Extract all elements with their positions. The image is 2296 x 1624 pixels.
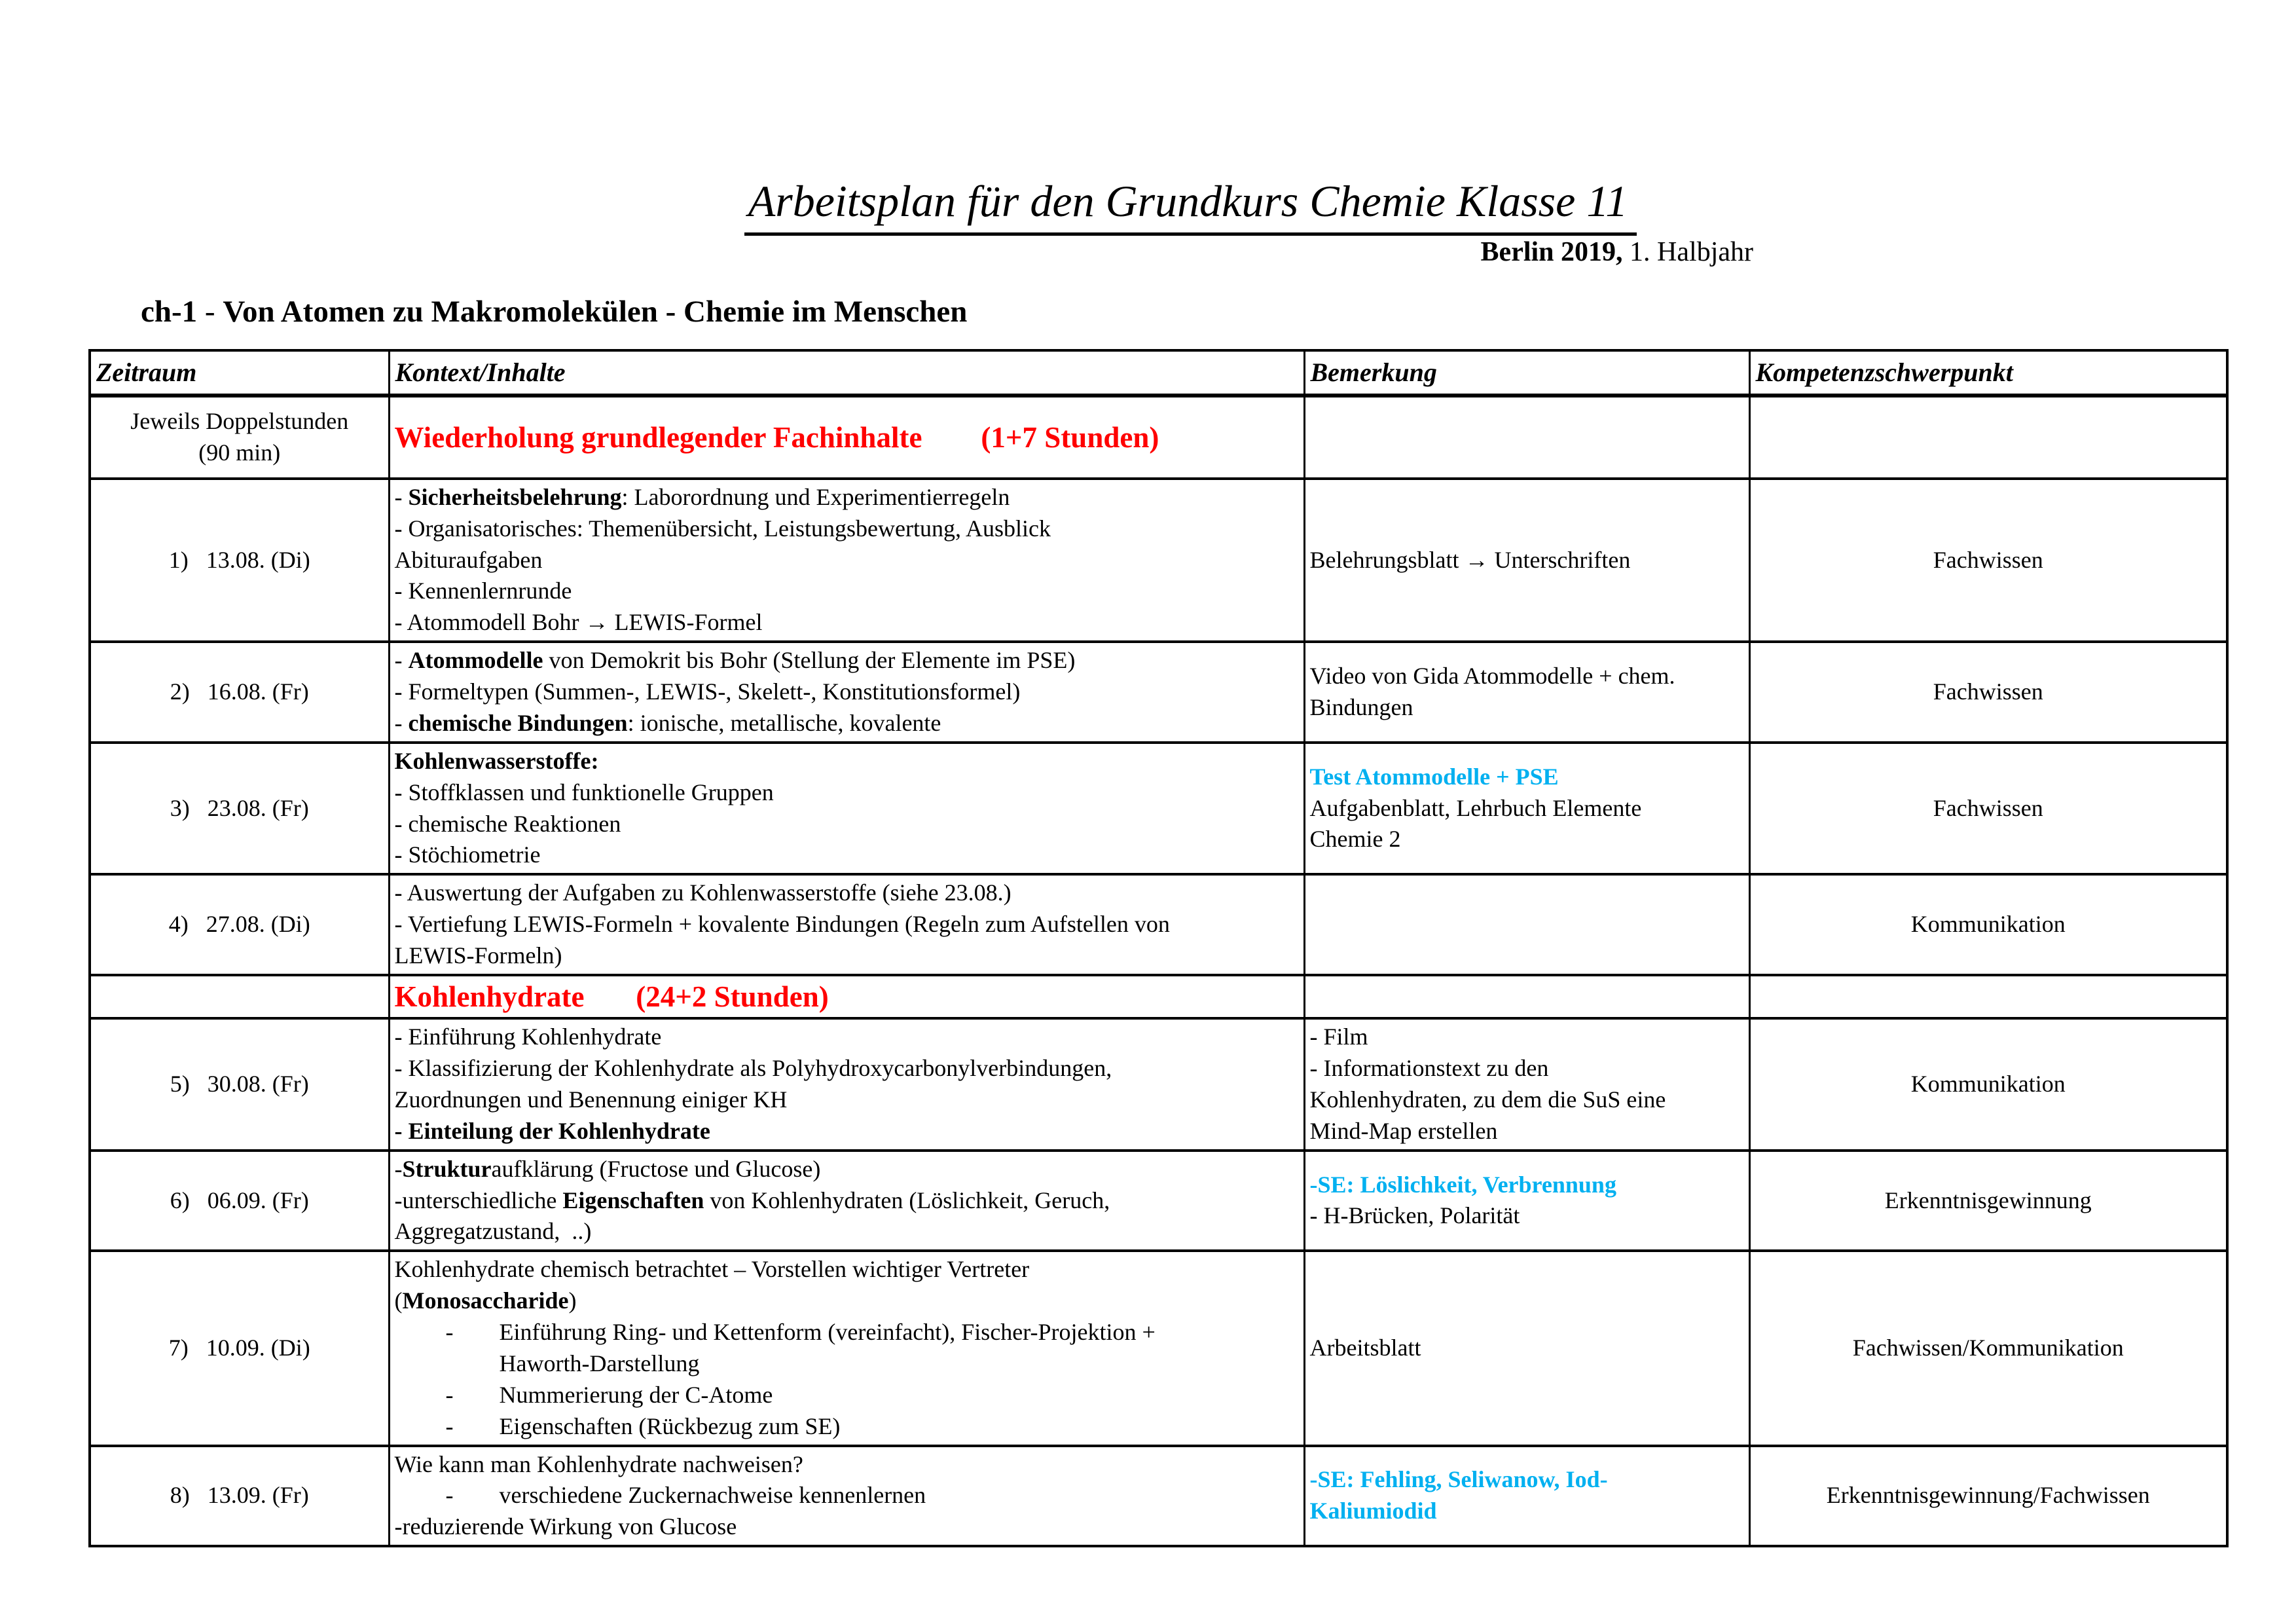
kontext-cell	[389, 396, 1304, 479]
text-line	[395, 877, 1299, 909]
text-segment: aufklärung (Fructose und Glucose)	[491, 1155, 821, 1182]
text-segment: Kohlenhydraten, zu dem die SuS eine	[1309, 1086, 1666, 1113]
text-segment: Chemie 2	[1309, 826, 1401, 853]
text-segment: - Atommodell Bohr	[394, 609, 585, 636]
text-line	[1310, 1022, 1743, 1053]
column-header-bemerkung: Bemerkung	[1304, 350, 1749, 396]
text-segment: Abituraufgaben	[394, 546, 543, 573]
text-line	[1310, 661, 1743, 692]
text-segment: chemische Bindungen	[408, 709, 628, 736]
table-row	[90, 1151, 2227, 1251]
dash-marker: -	[445, 1412, 454, 1439]
bemerkung-cell	[1304, 479, 1749, 642]
text-segment: - Einführung Kohlenhydrate	[394, 1024, 662, 1050]
text-line	[1310, 762, 1743, 793]
text-line	[395, 1022, 1299, 1053]
kontext-cell	[389, 975, 1304, 1018]
text-segment: -SE: Fehling, Seliwanow, Iod-	[1309, 1466, 1608, 1493]
text-segment: Eigenschaften (Rückbezug zum SE)	[499, 1412, 841, 1439]
text-segment: Arbeitsblatt	[1309, 1334, 1421, 1361]
text-line	[395, 1480, 1299, 1511]
text-segment: -unterschiedliche	[394, 1187, 563, 1213]
text-segment: Kohlenhydrate chemisch betrachtet – Vorstellen wichtiger Vertreter	[394, 1256, 1030, 1283]
text-line	[395, 1116, 1299, 1147]
bemerkung-cell	[1304, 396, 1749, 479]
unit-title: Von Atomen zu Makromolekülen - Chemie im Menschen	[223, 294, 968, 329]
text-segment: : ionische, metallische, kovalente	[627, 709, 941, 736]
kompetenz-cell	[1749, 396, 2227, 479]
dash-marker: -	[445, 1319, 454, 1346]
text-segment: Kohlenhydrate (24+2 Stunden)	[394, 980, 829, 1013]
zeitraum-line: 2) 16.08. (Fr)	[170, 678, 309, 705]
kontext-cell	[389, 743, 1304, 875]
bemerkung-cell	[1304, 1151, 1749, 1251]
text-line	[395, 645, 1299, 676]
text-segment: - H-Brücken, Polarität	[1309, 1202, 1520, 1229]
section-heading-line	[395, 978, 1299, 1015]
document-title	[0, 0, 2296, 226]
text-line	[395, 777, 1299, 809]
text-segment: - Stoffklassen und funktionelle Gruppen	[394, 779, 774, 805]
text-segment: -	[394, 709, 409, 736]
text-segment: - Formeltypen (Summen-, LEWIS-, Skelett-, Konstitutionsformel)	[394, 678, 1021, 705]
kontext-cell	[389, 642, 1304, 743]
text-line	[1310, 793, 1743, 824]
kompetenz-cell: Fachwissen	[1749, 743, 2227, 875]
text-segment: von Kohlenhydraten (Löslichkeit, Geruch,	[704, 1187, 1110, 1213]
text-line	[395, 1317, 1299, 1348]
text-segment: - Kennenlernrunde	[394, 578, 572, 604]
unit-code: ch-1	[141, 294, 198, 329]
text-line	[1310, 1084, 1743, 1116]
kompetenz-cell: Fachwissen/Kommunikation	[1749, 1251, 2227, 1445]
text-segment: (	[394, 1287, 403, 1314]
zeitraum-line: (90 min)	[198, 439, 281, 466]
text-segment: Sicherheitsbelehrung	[408, 483, 622, 510]
zeitraum-cell	[90, 396, 389, 479]
text-segment: Nummerierung der C-Atome	[499, 1381, 773, 1408]
text-line	[395, 746, 1299, 777]
arrow-right-icon: →	[1465, 546, 1489, 573]
text-line	[1310, 1116, 1743, 1147]
text-segment: Unterschriften	[1488, 546, 1631, 573]
kompetenz-cell: Erkenntnisgewinnung	[1749, 1151, 2227, 1251]
zeitraum-cell	[90, 1151, 389, 1251]
zeitraum-line: 8) 13.09. (Fr)	[170, 1482, 309, 1509]
column-header-zeitraum: Zeitraum	[90, 350, 389, 396]
text-line	[1310, 1170, 1743, 1201]
table-row	[90, 396, 2227, 479]
dash-text	[500, 1380, 1299, 1411]
text-segment: Monosaccharide	[402, 1287, 569, 1314]
text-line	[1310, 545, 1743, 576]
table-row	[90, 1446, 2227, 1547]
zeitraum-cell	[90, 479, 389, 642]
text-line	[395, 1511, 1299, 1543]
bemerkung-cell	[1304, 743, 1749, 875]
kontext-cell	[389, 874, 1304, 975]
zeitraum-cell	[90, 975, 389, 1018]
text-segment: Zuordnungen und Benennung einiger KH	[394, 1086, 788, 1113]
column-header-kontext: Kontext/Inhalte	[389, 350, 1304, 396]
bemerkung-cell	[1304, 1446, 1749, 1547]
zeitraum-cell	[90, 1018, 389, 1151]
unit-separator: -	[197, 294, 223, 329]
text-line	[1310, 1200, 1743, 1232]
text-segment: Kohlenwasserstoffe:	[394, 747, 599, 774]
kontext-cell	[389, 479, 1304, 642]
text-line	[395, 1380, 1299, 1411]
text-segment: -	[394, 483, 409, 510]
text-segment: Mind-Map erstellen	[1309, 1117, 1498, 1144]
zeitraum-line: 6) 06.09. (Fr)	[170, 1187, 309, 1213]
zeitraum-line: 5) 30.08. (Fr)	[170, 1070, 309, 1097]
text-segment: LEWIS-Formeln)	[394, 942, 562, 969]
unit-heading	[141, 294, 2296, 329]
text-segment: Atommodelle	[408, 647, 543, 674]
bemerkung-cell	[1304, 1251, 1749, 1445]
text-line	[395, 676, 1299, 708]
text-segment: Belehrungsblatt	[1309, 546, 1465, 573]
zeitraum-line: Jeweils Doppelstunden	[130, 407, 349, 434]
table-row	[90, 975, 2227, 1018]
zeitraum-line: 4) 27.08. (Di)	[168, 911, 310, 938]
text-line	[395, 482, 1299, 513]
zeitraum-cell	[90, 1251, 389, 1445]
text-line	[395, 513, 1299, 545]
bemerkung-cell	[1304, 1018, 1749, 1151]
work-plan-table	[88, 349, 2229, 1547]
text-segment: -reduzierende Wirkung von Glucose	[394, 1513, 737, 1540]
text-segment: - Auswertung der Aufgaben zu Kohlenwasserstoffe (siehe 23.08.)	[394, 879, 1011, 906]
text-line	[395, 809, 1299, 840]
kontext-cell	[389, 1018, 1304, 1151]
text-segment: -SE: Löslichkeit, Verbrennung	[1309, 1171, 1616, 1198]
dash-text	[500, 1411, 1299, 1443]
text-segment: - Organisatorisches: Themenübersicht, Leistungsbewertung, Ausblick	[394, 515, 1051, 542]
zeitraum-line: 3) 23.08. (Fr)	[170, 794, 309, 821]
text-line	[1310, 692, 1743, 724]
document-subtitle	[0, 236, 1753, 268]
zeitraum-line: 1) 13.08. (Di)	[168, 546, 310, 573]
text-segment: Struktur	[402, 1155, 492, 1182]
text-line	[395, 1254, 1299, 1285]
table-header-row	[90, 350, 2227, 396]
text-segment: - Informationstext zu den	[1309, 1055, 1549, 1082]
text-segment: LEWIS-Formel	[608, 609, 763, 636]
text-line	[395, 1449, 1299, 1481]
text-segment: Haworth-Darstellung	[499, 1350, 700, 1376]
kompetenz-cell: Erkenntnisgewinnung/Fachwissen	[1749, 1446, 2227, 1547]
text-line	[395, 1216, 1299, 1247]
page-title: Arbeitsplan für den Grundkurs Chemie Klasse 11	[744, 176, 1637, 236]
table-row	[90, 1018, 2227, 1151]
subtitle-place-date: Berlin 2019,	[1480, 236, 1623, 267]
text-line	[395, 576, 1299, 607]
text-segment: - Einteilung der Kohlenhydrate	[394, 1117, 710, 1144]
dash-text	[500, 1317, 1299, 1348]
text-line	[1310, 824, 1743, 855]
text-segment: - chemische Reaktionen	[394, 810, 621, 837]
text-segment: Eigenschaften	[562, 1187, 704, 1213]
zeitraum-cell	[90, 874, 389, 975]
text-segment: - Vertiefung LEWIS-Formeln + kovalente Bindungen (Regeln zum Aufstellen von	[394, 911, 1170, 938]
text-line	[395, 1154, 1299, 1185]
subtitle-halfyear: 1. Halbjahr	[1622, 236, 1753, 267]
text-line	[395, 1411, 1299, 1443]
section-heading-line	[395, 419, 1299, 456]
text-line	[395, 545, 1299, 576]
bemerkung-cell	[1304, 874, 1749, 975]
text-segment: von Demokrit bis Bohr (Stellung der Elemente im PSE)	[543, 647, 1076, 674]
text-line	[395, 1084, 1299, 1116]
text-line	[395, 940, 1299, 972]
text-segment: Einführung Ring- und Kettenform (vereinfacht), Fischer-Projektion +	[499, 1319, 1156, 1346]
bemerkung-cell	[1304, 642, 1749, 743]
kontext-cell	[389, 1251, 1304, 1445]
table-row	[90, 642, 2227, 743]
kompetenz-cell	[1749, 975, 2227, 1018]
text-line	[395, 1285, 1299, 1317]
text-line	[395, 1185, 1299, 1217]
text-line	[395, 1053, 1299, 1084]
zeitraum-cell	[90, 743, 389, 875]
bemerkung-cell	[1304, 975, 1749, 1018]
zeitraum-cell	[90, 642, 389, 743]
text-line	[1310, 1333, 1743, 1364]
text-segment: -	[394, 647, 409, 674]
dash-text	[500, 1480, 1299, 1511]
text-segment: Kaliumiodid	[1309, 1498, 1437, 1524]
text-line	[395, 909, 1299, 940]
text-segment: Test Atommodelle + PSE	[1309, 763, 1559, 790]
dash-marker: -	[445, 1482, 454, 1509]
zeitraum-cell	[90, 1446, 389, 1547]
kompetenz-cell: Fachwissen	[1749, 479, 2227, 642]
kontext-cell	[389, 1151, 1304, 1251]
text-line	[395, 708, 1299, 739]
text-segment: verschiedene Zuckernachweise kennenlernen	[499, 1482, 926, 1509]
text-segment: Video von Gida Atommodelle + chem.	[1309, 663, 1675, 690]
table-row	[90, 1251, 2227, 1445]
text-line	[1310, 1496, 1743, 1527]
text-segment: Aufgabenblatt, Lehrbuch Elemente	[1309, 794, 1642, 821]
kompetenz-cell: Fachwissen	[1749, 642, 2227, 743]
text-segment: Aggregatzustand, ..)	[394, 1218, 592, 1245]
text-line	[1310, 1053, 1743, 1084]
text-line	[1310, 1464, 1743, 1496]
kontext-cell	[389, 1446, 1304, 1547]
text-segment: )	[568, 1287, 577, 1314]
zeitraum-line: 7) 10.09. (Di)	[168, 1334, 310, 1361]
text-segment: : Laborordnung und Experimentierregeln	[621, 483, 1010, 510]
text-segment: - Film	[1309, 1024, 1368, 1050]
kompetenz-cell: Kommunikation	[1749, 1018, 2227, 1151]
text-segment: -	[394, 1155, 403, 1182]
dash-marker: -	[445, 1381, 454, 1408]
text-line	[395, 1348, 1299, 1380]
arrow-right-icon: →	[585, 609, 609, 636]
table-row	[90, 874, 2227, 975]
text-line	[395, 607, 1299, 638]
text-line	[395, 840, 1299, 871]
text-segment: Wiederholung grundlegender Fachinhalte (1+7 Stunden)	[394, 420, 1159, 454]
text-segment: - Stöchiometrie	[394, 841, 541, 868]
text-segment: Wie kann man Kohlenhydrate nachweisen?	[394, 1450, 803, 1477]
kompetenz-cell: Kommunikation	[1749, 874, 2227, 975]
table-row	[90, 743, 2227, 875]
text-segment: - Klassifizierung der Kohlenhydrate als Polyhydroxycarbonylverbindungen,	[394, 1055, 1112, 1082]
text-segment: Bindungen	[1309, 693, 1413, 720]
table-row	[90, 479, 2227, 642]
column-header-kompetenz: Kompetenzschwerpunkt	[1749, 350, 2227, 396]
